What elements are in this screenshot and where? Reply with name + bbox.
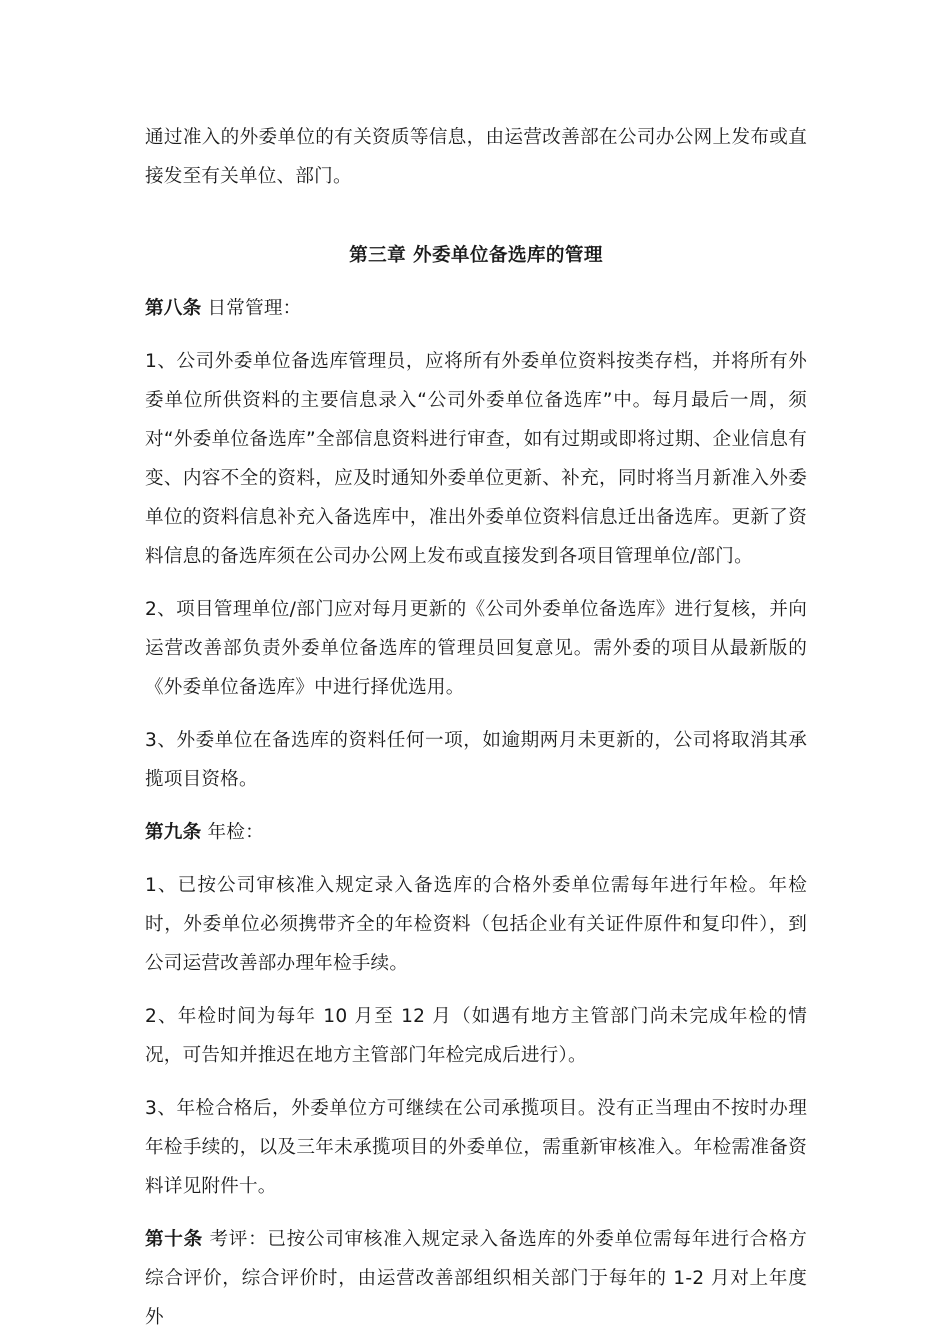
article-9-title: 年检： — [201, 822, 264, 843]
article-8-title: 日常管理： — [201, 298, 302, 319]
article-9-item-3: 3、年检合格后，外委单位方可继续在公司承揽项目。没有正当理由不按时办理年检手续的，以及三年未承揽项目的外委单位，需重新审核准入。年检需准备资料详见附件十。 — [145, 1098, 807, 1197]
article-10-label: 第十条 — [145, 1229, 203, 1250]
article-8-item-1: 1、公司外委单位备选库管理员，应将所有外委单位资料按类存档，并将所有外委单位所供资料的主要信息录入“公司外委单位备选库”中。每月最后一周，须对“外委单位备选库”全部信息资料进行审查，如有过期或即将过期、企业信息有变、内容不全的资料，应及时通知外委单位更新、补充，同时将当月新准入外委单位的资料信息补充入备选库中，准出外委单位资料信息迁出备选库。更新了资料信息的备选库须在公司办公网上发布或直接发到各项目管理单位/部门。 — [145, 351, 807, 567]
document-body — [145, 118, 807, 1337]
article-9-item-1: 1、已按公司审核准入规定录入备选库的合格外委单位需每年进行年检。年检时，外委单位必须携带齐全的年检资料（包括企业有关证件原件和复印件），到公司运营改善部办理年检手续。 — [145, 875, 807, 974]
chapter-title: 第三章 外委单位备选库的管理 — [349, 245, 603, 266]
article-10-paragraph — [145, 1220, 807, 1337]
article-10-text: 考评：已按公司审核准入规定录入备选库的外委单位需每年进行合格方综合评价，综合评价时，由运营改善部组织相关部门于每年的 1-2 月对上年度外 — [145, 1229, 807, 1328]
article-8-item-3: 3、外委单位在备选库的资料任何一项，如逾期两月未更新的，公司将取消其承揽项目资格。 — [145, 730, 807, 790]
article-9-item-2: 2、年检时间为每年 10 月至 12 月（如遇有地方主管部门尚未完成年检的情况，可告知并推迟在地方主管部门年检完成后进行）。 — [145, 1006, 807, 1066]
article-8-heading — [145, 289, 807, 328]
article-9-heading — [145, 813, 807, 852]
article-8-label: 第八条 — [145, 298, 202, 319]
article-9-label: 第九条 — [145, 822, 202, 843]
article-8-item-2: 2、项目管理单位/部门应对每月更新的《公司外委单位备选库》进行复核，并向运营改善部负责外委单位备选库的管理员回复意见。需外委的项目从最新版的《外委单位备选库》中进行择优选用。 — [145, 599, 807, 698]
intro-paragraph: 通过准入的外委单位的有关资质等信息，由运营改善部在公司办公网上发布或直接发至有关单位、部门。 — [145, 127, 807, 187]
